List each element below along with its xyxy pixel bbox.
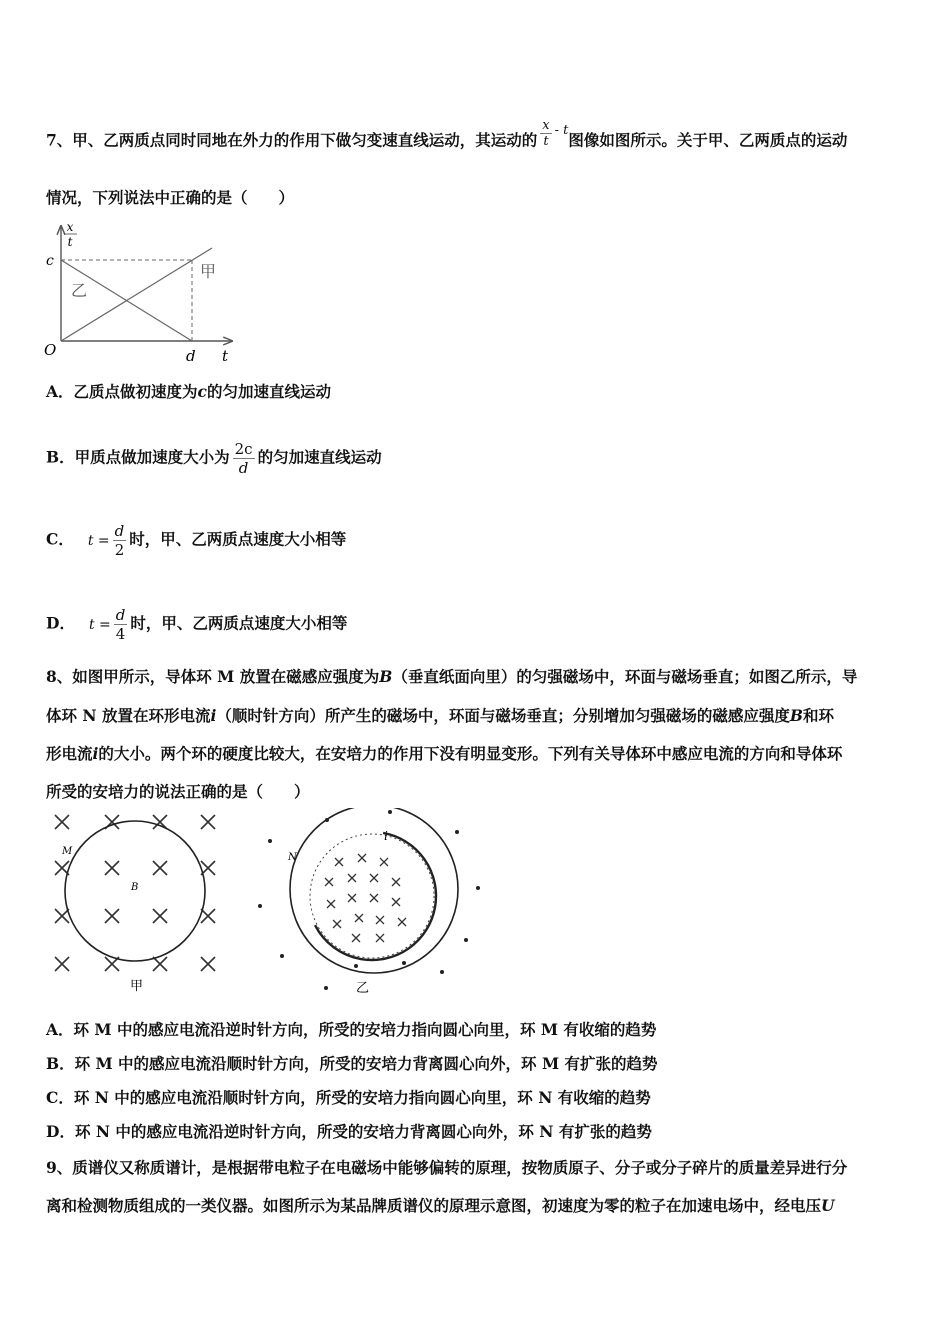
d-over-2-fraction: $\frac{d}{2}$: [114, 522, 125, 559]
q8-stem-line-2: 体环 N 放置在环形电流i（顺时针方向）所产生的磁场中，环面与磁场垂直；分别增加匀强磁场的磁感应强度B和环: [46, 706, 834, 725]
q8-option-a[interactable]: A．环 M 中的感应电流沿逆时针方向，所受的安培力指向圆心向里，环 M 有收缩的趋势: [46, 1020, 657, 1039]
q7-stem-line-2: 情况，下列说法中正确的是（ ）: [46, 188, 295, 207]
jia-caption: 甲: [130, 979, 144, 994]
i-label: i: [384, 829, 388, 843]
q8-stem-line-4: 所受的安培力的说法正确的是（ ）: [46, 782, 310, 801]
uniform-field-cross-marks: [55, 815, 215, 971]
2c-over-d-fraction: $\frac{2c}{d}$: [234, 440, 253, 477]
x-over-t-fraction: $\frac{x}{t}$: [542, 118, 550, 149]
q8-option-d[interactable]: D．环 N 中的感应电流沿逆时针方向，所受的安培力背离圆心向外，环 N 有扩张的趋势: [46, 1122, 652, 1141]
q8-stem-line-1: 8、如图甲所示，导体环 M 放置在磁感应强度为B（垂直纸面向里）的匀强磁场中，环面与磁场垂直；如图乙所示，导: [46, 667, 858, 686]
origin-label: O: [44, 341, 57, 359]
c-label: c: [46, 253, 54, 269]
b-label: B: [131, 882, 139, 893]
q7-xt-graph: [40, 218, 240, 368]
q7-stem-text-2: 图像如图所示。关于甲、乙两质点的运动: [568, 130, 848, 150]
y-axis-frac-den: t: [67, 235, 73, 249]
n-label: N: [288, 852, 297, 863]
q7-stem-text: 7、甲、乙两质点同时同地在外力的作用下做匀变速直线运动，其运动的: [46, 130, 538, 150]
q7-stem-line-1: [46, 118, 848, 157]
q7-option-b[interactable]: B．甲质点做加速度大小为 $\frac{2c}{d}$ 的匀加速直线运动: [46, 440, 382, 477]
yi-caption: 乙: [356, 981, 370, 996]
q8-option-c[interactable]: C．环 N 中的感应电流沿顺时针方向，所受的安培力指向圆心向里，环 N 有收缩的趋势: [46, 1088, 651, 1107]
minus-t-symbol: - t: [554, 122, 569, 138]
q8-option-b[interactable]: B．环 M 中的感应电流沿顺时针方向，所受的安培力背离圆心向外，环 M 有扩张的趋势: [46, 1054, 658, 1073]
q7-option-c[interactable]: C． t = $\frac{d}{2}$ 时，甲、乙两质点速度大小相等: [46, 522, 347, 559]
q8-figure-jia: [44, 808, 234, 998]
q7-option-a[interactable]: A．乙质点做初速度为c的匀加速直线运动: [46, 382, 331, 401]
jia-label: 甲: [200, 262, 217, 281]
y-axis-frac-num: x: [66, 220, 74, 234]
t-axis-label: t: [222, 347, 229, 365]
yi-label: 乙: [71, 281, 88, 300]
d-over-4-fraction: $\frac{d}{4}$: [115, 606, 126, 643]
m-label: M: [62, 846, 73, 857]
q8-stem-line-3: 形电流i的大小。两个环的硬度比较大，在安培力的作用下没有明显变形。下列有关导体环中感应电流的方向和导体环: [46, 744, 843, 763]
q7-option-d[interactable]: D． t = $\frac{d}{4}$ 时，甲、乙两质点速度大小相等: [46, 606, 348, 643]
q9-stem-line-1: 9、质谱仪又称质谱计，是根据带电粒子在电磁场中能够偏转的原理，按物质原子、分子或分子碎片的质量差异进行分: [46, 1158, 848, 1177]
q8-figure-yi: [252, 808, 492, 998]
ring-n: [290, 808, 458, 973]
q9-stem-line-2: 离和检测物质组成的一类仪器。如图所示为某品牌质谱仪的原理示意图，初速度为零的粒子在加速电场中，经电压U: [46, 1196, 835, 1215]
d-label: d: [186, 347, 196, 365]
inner-field-cross-marks: [325, 854, 406, 942]
